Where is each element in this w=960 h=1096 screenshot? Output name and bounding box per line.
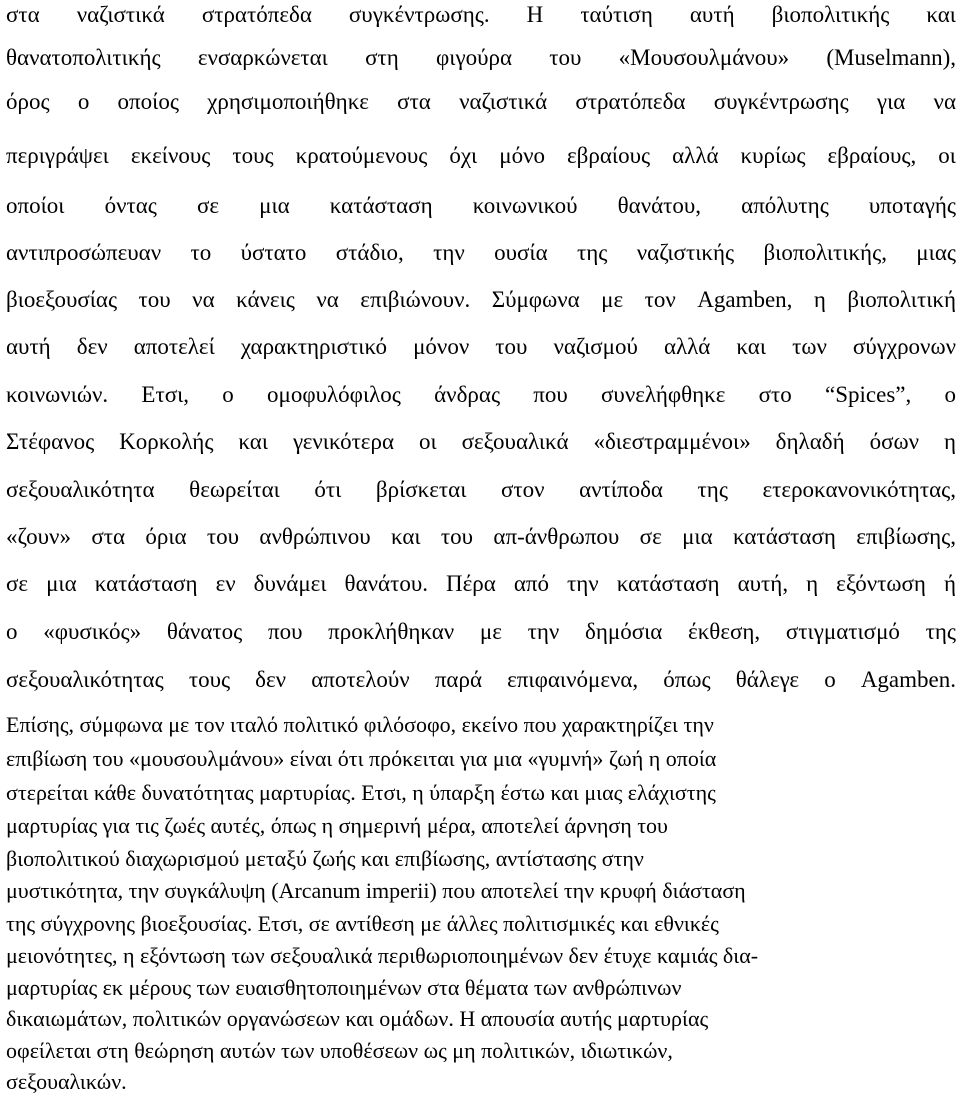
text-line: περιγράψει εκείνους τους κρατούμενους όχι μόνο εβραίους αλλά κυρίως εβραίους, οι	[6, 143, 956, 168]
text-line: «ζουν» στα όρια του ανθρώπινου και του απ-άνθρωπου σε μια κατάσταση επιβίωσης,	[6, 524, 956, 549]
text-line: σεξουαλικότητα θεωρείται ότι βρίσκεται στον αντίποδα της ετεροκανονικότητας,	[6, 477, 956, 502]
text-line: στερείται κάθε δυνατότητας μαρτυρίας. Ετσι, η ύπαρξη έστω και μιας ελάχιστης	[6, 780, 716, 805]
text-line: σεξουαλικών.	[6, 1069, 127, 1094]
text-line: δικαιωμάτων, πολιτικών οργανώσεων και ομάδων. Η απουσία αυτής μαρτυρίας	[6, 1006, 709, 1031]
text-line: αντιπροσώπευαν το ύστατο στάδιο, την ουσία της ναζιστικής βιοπολιτικής, μιας	[6, 240, 956, 265]
text-line: οποίοι όντας σε μια κατάσταση κοινωνικού θανάτου, απόλυτης υποταγής	[6, 193, 956, 218]
text-line: επιβίωση του «μουσουλμάνου» είναι ότι πρόκειται για μια «γυμνή» ζωή η οποία	[6, 746, 717, 771]
text-line: σεξουαλικότητας τους δεν αποτελούν παρά επιφαινόμενα, όπως θάλεγε ο Agamben.	[6, 667, 956, 692]
text-line: όρος ο οποίος χρησιμοποιήθηκε στα ναζιστικά στρατόπεδα συγκέντρωσης για να	[6, 89, 956, 114]
text-line: ο «φυσικός» θάνατος που προκλήθηκαν με την δημόσια έκθεση, στιγματισμό της	[6, 619, 956, 644]
text-line: κοινωνιών. Ετσι, ο ομοφυλόφιλος άνδρας που συνελήφθηκε στο “Spices”, ο	[6, 382, 956, 407]
text-line: αυτή δεν αποτελεί χαρακτηριστικό μόνον του ναζισμού αλλά και των σύγχρονων	[6, 334, 956, 359]
text-line: μειονότητες, η εξόντωση των σεξουαλικά περιθωριοποιημένων δεν έτυχε καμιάς δια-	[6, 943, 759, 968]
text-line: οφείλεται στη θεώρηση αυτών των υποθέσεων ως μη πολιτικών, ιδιωτικών,	[6, 1038, 673, 1063]
text-line: Στέφανος Κορκολής και γενικότερα οι σεξουαλικά «διεστραμμένοι» δηλαδή όσων η	[6, 429, 956, 454]
text-line: βιοεξουσίας του να κάνεις να επιβιώνουν. Σύμφωνα με τον Agamben, η βιοπολιτική	[6, 287, 956, 312]
text-line: θανατοπολιτικής ενσαρκώνεται στη φιγούρα του «Μουσουλμάνου» (Muselmann),	[6, 45, 956, 70]
text-line: μαρτυρίας για τις ζωές αυτές, όπως η σημερινή μέρα, αποτελεί άρνηση του	[6, 813, 668, 838]
text-line: μυστικότητα, την συγκάλυψη (Arcanum imperii) που αποτελεί την κρυφή διάσταση	[6, 878, 746, 903]
text-line: βιοπολιτικού διαχωρισμού μεταξύ ζωής και επιβίωσης, αντίστασης στην	[6, 846, 644, 871]
text-line: μαρτυρίας εκ μέρους των ευαισθητοποιημένων στα θέματα των ανθρώπινων	[6, 975, 682, 1000]
text-line: σε μια κατάσταση εν δυνάμει θανάτου. Πέρα από την κατάσταση αυτή, η εξόντωση ή	[6, 571, 956, 596]
text-line: της σύγχρονης βιοεξουσίας. Ετσι, σε αντίθεση με άλλες πολιτισμικές και εθνικές	[6, 911, 719, 936]
text-line: Επίσης, σύμφωνα με τον ιταλό πολιτικό φιλόσοφο, εκείνο που χαρακτηρίζει την	[6, 712, 714, 737]
text-line: στα ναζιστικά στρατόπεδα συγκέντρωσης. Η ταύτιση αυτή βιοπολιτικής και	[6, 2, 956, 27]
